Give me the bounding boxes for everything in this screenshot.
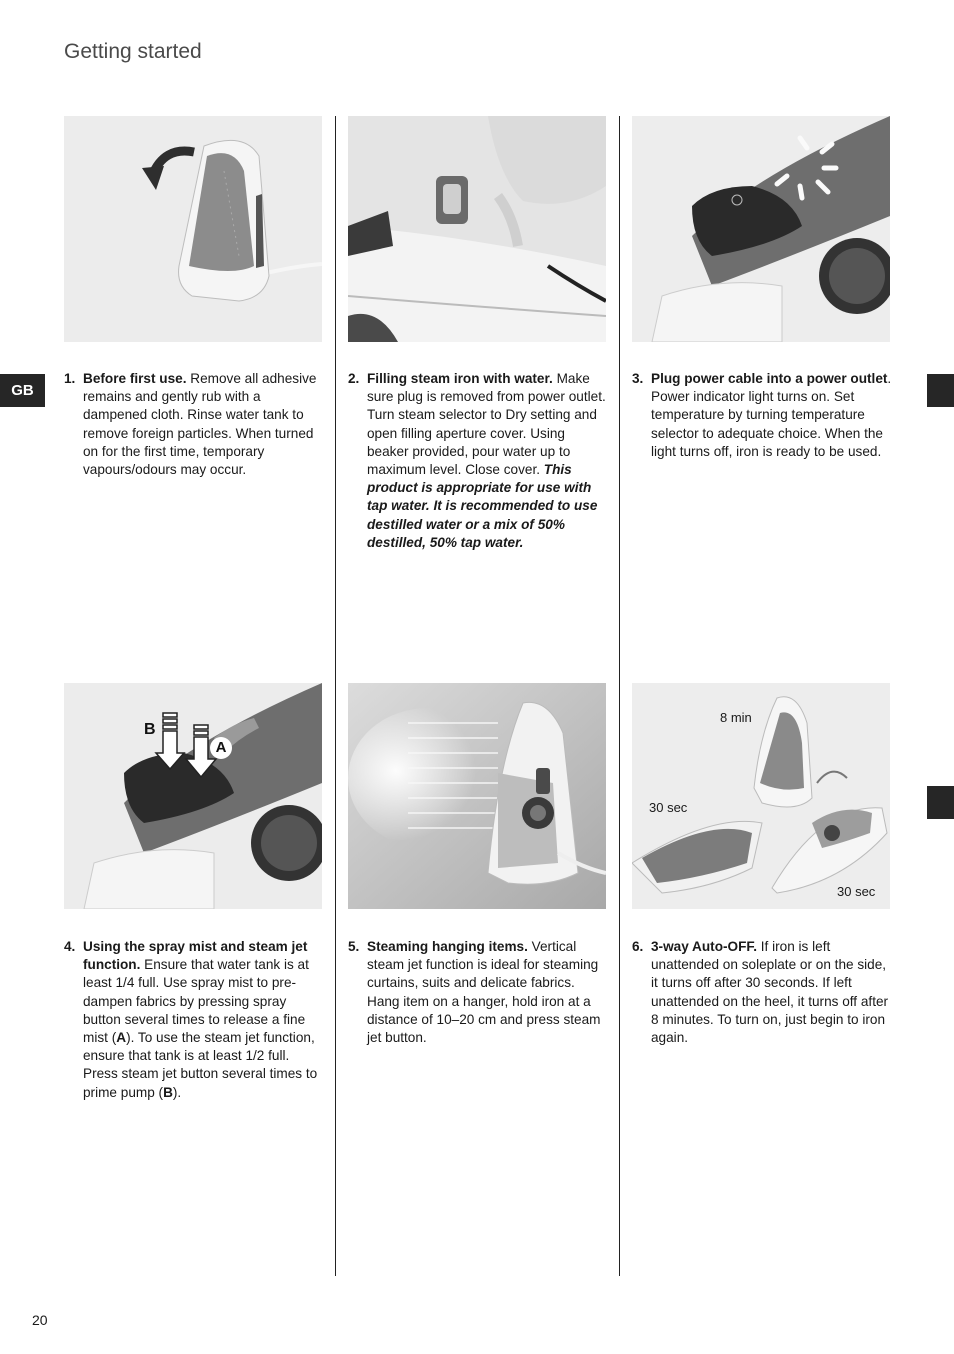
step-title: Steaming hanging items. [367,939,528,954]
step-text: Remove all adhesive remains and gently rub with a dampened cloth. Rinse water tank to remove foreign particles. When turned on for the first time, temporary vapours/odours may occur. [83,371,317,478]
step-number: 2. [348,371,360,386]
step-title: 3-way Auto-OFF. [651,939,757,954]
step-number: 5. [348,939,360,954]
figure-label-30sec-side: 30 sec [837,884,876,899]
step-text: Make sure plug is removed from power outlet. Turn steam selector to Dry setting and open filling aperture cover. Using beaker provided, pour water up to maximum level. Close cover. [367,371,606,478]
step-title: Before first use. [83,371,187,386]
step-number: 1. [64,371,76,386]
step-5 [348,938,610,1047]
language-tab[interactable]: GB [0,374,45,407]
step-number: 3. [632,371,644,386]
step-2 [348,370,610,552]
section-edge-marker [927,786,954,819]
figure-label-8min: 8 min [720,710,752,725]
figure-vertical-steam [348,683,606,909]
step-4 [64,938,326,1102]
step-number: 4. [64,939,76,954]
step-1 [64,370,326,479]
figure-filling-tank [348,116,606,342]
figure-label-a: A [210,737,232,759]
step-bold-ref: B [163,1084,173,1100]
step-3 [632,370,894,461]
figure-spray-steam-buttons [64,683,322,909]
figure-auto-off-positions [632,683,890,909]
step-bold-ref: A [116,1030,127,1046]
step-text: Vertical steam jet function is ideal for steaming curtains, suits and delicate fabrics. Hang item on a hanger, hold iron at a distance of 10–20 cm and press steam jet button. [367,939,601,1046]
step-title: Filling steam iron with water. [367,371,553,386]
column-divider [619,116,620,1276]
figure-label-30sec-soleplate: 30 sec [649,800,688,815]
figure-power-indicator [632,116,890,342]
step-text: . Power indicator light turns on. Set temperature by turning temperature selector to adequate choice. When the light turns off, iron is ready to be used. [651,371,892,459]
page-number: 20 [32,1312,48,1328]
step-title: Plug power cable into a power outlet [651,371,888,386]
section-edge-marker [927,374,954,407]
step-text: Ensure that water tank is at least 1/4 full. Use spray mist to pre-dampen fabrics by pressing spray button several times to release a fine mist ( [83,957,309,1046]
step-6 [632,938,894,1047]
step-text: ). [172,1084,182,1100]
column-divider [335,116,336,1276]
figure-iron-heel-rest [64,116,322,342]
step-title: Using the spray mist and steam jet function. [83,939,308,973]
step-number: 6. [632,939,644,954]
step-note: This product is appropriate for use with tap water. It is recommended to use destilled water or a mix of 50% destilled, 50% tap water. [367,462,598,550]
page-title: Getting started [64,40,202,63]
step-text: ). To use the steam jet function, ensure that tank is at least 1/2 full. Press steam jet button several times to prime pump ( [83,1030,318,1100]
step-text: If iron is left unattended on soleplate or on the side, it turns off after 30 seconds. If left unattended on the heel, it turns off after 8 minutes. To turn on, just begin to iron again. [651,939,889,1046]
figure-label-b: B [144,721,156,738]
